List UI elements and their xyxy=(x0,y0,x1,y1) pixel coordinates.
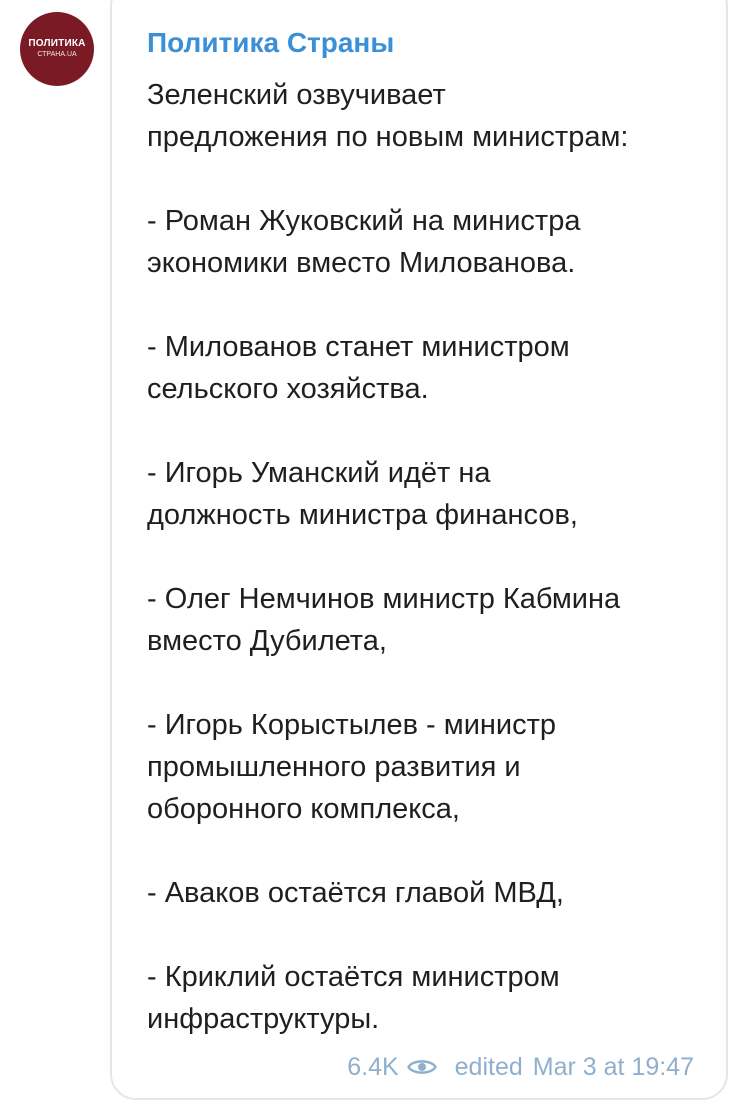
message-text xyxy=(147,74,717,1040)
message-line: - Милованов станет министром xyxy=(147,331,570,363)
avatar-text-top: ПОЛИТИКА xyxy=(28,38,86,49)
message-paragraph xyxy=(147,956,717,1040)
channel-name[interactable]: Политика Страны xyxy=(147,27,395,58)
message-line: экономики вместо Милованова. xyxy=(147,247,576,279)
message-line: сельского хозяйства. xyxy=(147,373,429,405)
message-timestamp: Mar 3 at 19:47 xyxy=(532,1053,694,1081)
avatar-text-bottom: СТРАНА.UA xyxy=(37,51,77,58)
message-line: - Олег Немчинов министр Кабмина xyxy=(147,583,621,615)
message-line: должность министра финансов, xyxy=(147,499,578,531)
edited-label: edited xyxy=(454,1053,523,1081)
message-line: - Аваков остаётся главой МВД, xyxy=(147,877,564,909)
message-line: инфраструктуры. xyxy=(147,1003,380,1035)
message-line: предложения по новым министрам: xyxy=(147,121,629,153)
message-line: вместо Дубилета, xyxy=(147,625,387,657)
message-meta xyxy=(347,1050,694,1084)
message-paragraph xyxy=(147,74,717,158)
eye-icon xyxy=(407,1057,437,1077)
message-paragraph xyxy=(147,452,717,536)
message-line: - Игорь Уманский идёт на xyxy=(147,457,491,489)
message-paragraph xyxy=(147,326,717,410)
message-line: - Игорь Корыстылев - министр xyxy=(147,709,557,741)
message-line: Зеленский озвучивает xyxy=(147,79,446,111)
message-paragraph xyxy=(147,200,717,284)
message-paragraph xyxy=(147,578,717,662)
view-count: 6.4K xyxy=(347,1053,399,1081)
message-line: оборонного комплекса, xyxy=(147,793,460,825)
message-line: - Роман Жуковский на министра xyxy=(147,205,581,237)
message-line: - Криклий остаётся министром xyxy=(147,961,560,993)
channel-avatar[interactable] xyxy=(20,12,94,86)
message-paragraph xyxy=(147,872,717,914)
message-paragraph xyxy=(147,704,717,830)
message-line: промышленного развития и xyxy=(147,751,521,783)
